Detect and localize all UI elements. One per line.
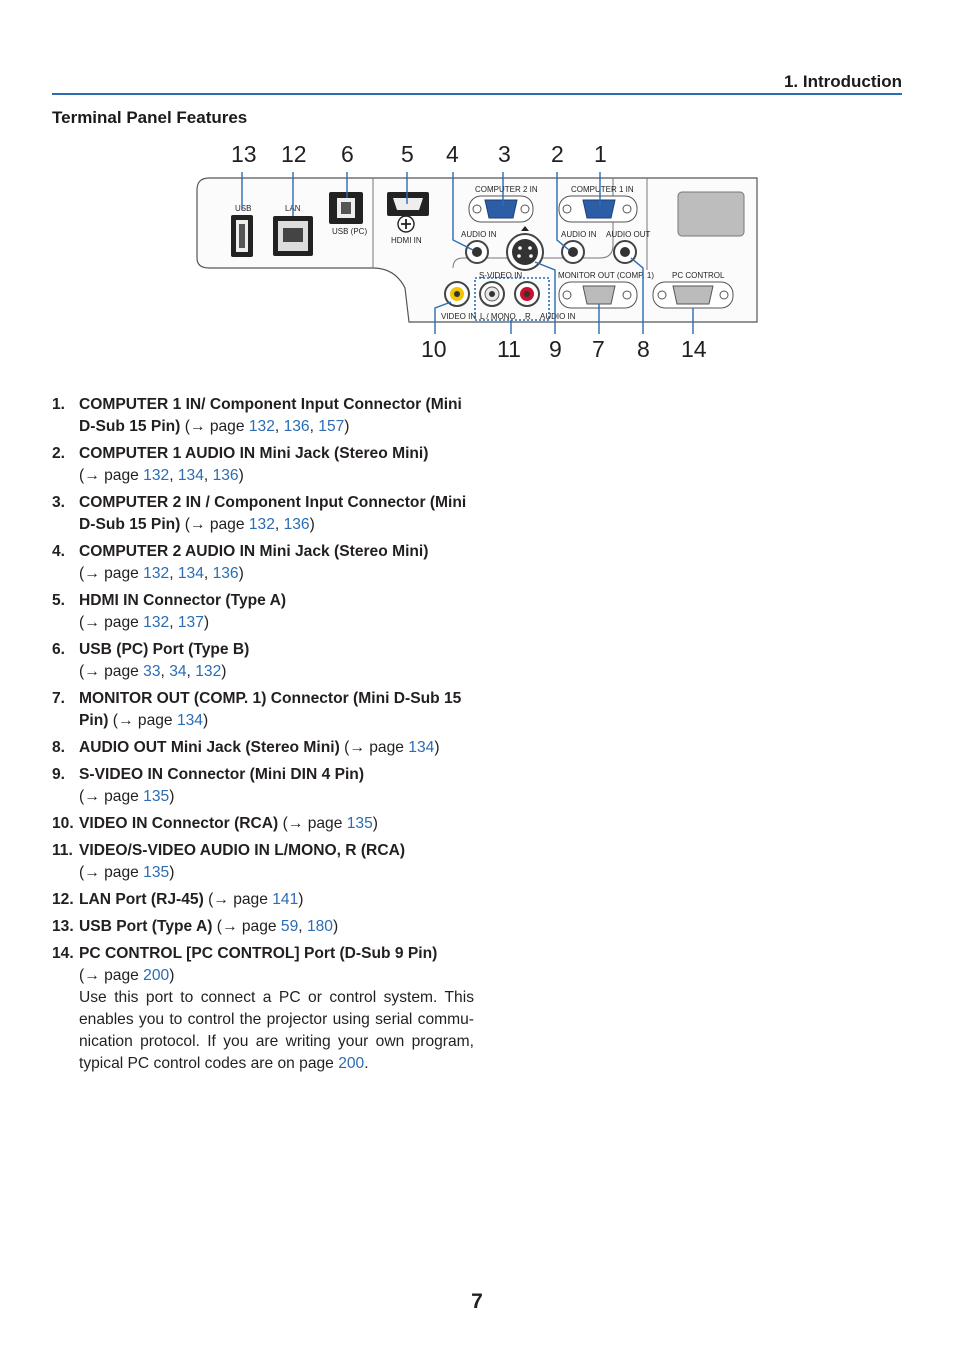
feature-item: 9. S-VIDEO IN Connector (Mini DIN 4 Pin) (→ page 135) bbox=[52, 766, 365, 805]
page-header bbox=[52, 72, 902, 95]
label-audio-in-rca: AUDIO IN bbox=[540, 312, 576, 321]
feature-item: 13. USB Port (Type A) (→ page 59, 180) bbox=[52, 916, 474, 938]
callout-1: 1 bbox=[594, 141, 607, 167]
feature-item: 7. MONITOR OUT (COMP. 1) Connector (Mini D-Sub 15 Pin) (→ page 134) bbox=[52, 690, 462, 729]
page-link[interactable]: 136 bbox=[283, 516, 310, 533]
terminal-panel-svg bbox=[195, 140, 760, 365]
feature-title: MONITOR OUT (COMP. 1) Connector (Mini D-Sub 15 Pin) bbox=[79, 690, 462, 729]
page-link[interactable]: 132 bbox=[248, 418, 275, 435]
feature-item: 5. HDMI IN Connector (Type A) (→ page 132, 137) bbox=[52, 592, 287, 631]
callout-7: 7 bbox=[592, 336, 605, 362]
callout-5: 5 bbox=[401, 141, 414, 167]
page-link[interactable]: 136 bbox=[283, 418, 310, 435]
feature-number: 10. bbox=[52, 815, 74, 832]
label-lan: LAN bbox=[285, 204, 301, 213]
feature-number: 2. bbox=[52, 445, 66, 462]
page-ref-prefix: (→ page bbox=[339, 739, 409, 756]
computer2-in-port bbox=[469, 196, 533, 222]
feature-title: USB (PC) Port (Type B) bbox=[79, 641, 250, 658]
feature-number: 3. bbox=[52, 494, 66, 511]
feature-title: HDMI IN Connector (Type A) bbox=[79, 592, 287, 609]
page-ref-prefix: (→ page bbox=[79, 565, 144, 582]
page-ref-prefix: (→ page bbox=[180, 516, 249, 533]
label-usb: USB bbox=[235, 204, 252, 213]
label-monitor-out: MONITOR OUT (COMP. 1) bbox=[558, 271, 655, 280]
page-link[interactable]: 135 bbox=[346, 815, 373, 832]
page-link[interactable]: 136 bbox=[212, 467, 239, 484]
computer1-in-port bbox=[559, 196, 637, 222]
page-link[interactable]: 59 bbox=[280, 918, 299, 935]
feature-number: 6. bbox=[52, 641, 66, 658]
feature-number: 14. bbox=[52, 945, 74, 962]
callout-14: 14 bbox=[681, 336, 707, 362]
page-link[interactable]: 134 bbox=[177, 467, 204, 484]
usb-b-port bbox=[329, 192, 363, 224]
callout-2: 2 bbox=[551, 141, 564, 167]
feature-number: 9. bbox=[52, 766, 66, 783]
page-ref-prefix: (→ page bbox=[278, 815, 347, 832]
feature-description bbox=[79, 987, 474, 1075]
callout-6: 6 bbox=[341, 141, 354, 167]
lan-port bbox=[273, 216, 313, 256]
callout-11: 11 bbox=[497, 336, 521, 362]
pc-control-port bbox=[653, 282, 733, 308]
page-ref-prefix: (→ page bbox=[212, 918, 281, 935]
label-s-video-in: S-VIDEO IN bbox=[479, 271, 523, 280]
page-link[interactable]: 134 bbox=[177, 565, 204, 582]
page-link[interactable]: 132 bbox=[143, 565, 170, 582]
page-link[interactable]: 132 bbox=[143, 614, 170, 631]
page-link[interactable]: 132 bbox=[143, 467, 170, 484]
page-link[interactable]: 180 bbox=[306, 918, 333, 935]
label-hdmi-in: HDMI IN bbox=[391, 236, 422, 245]
section-title: Terminal Panel Features bbox=[52, 108, 248, 127]
feature-item: 3. COMPUTER 2 IN / Component Input Connector (Mini D-Sub 15 Pin) (→ page 132, 136) bbox=[52, 494, 467, 533]
label-audio-out: AUDIO OUT bbox=[606, 230, 651, 239]
page-number: 7 bbox=[471, 1290, 483, 1313]
feature-title: COMPUTER 1 AUDIO IN Mini Jack (Stereo Mini) bbox=[79, 445, 429, 462]
feature-title: COMPUTER 2 AUDIO IN Mini Jack (Stereo Mini) bbox=[79, 543, 429, 560]
feature-item: 11. VIDEO/S-VIDEO AUDIO IN L/MONO, R (RCA) (→ page 135) bbox=[52, 842, 406, 881]
page-ref-prefix: (→ page bbox=[79, 967, 144, 984]
page-link[interactable]: 34 bbox=[169, 663, 187, 680]
feature-number: 1. bbox=[52, 396, 66, 413]
label-audio-in-1: AUDIO IN bbox=[561, 230, 597, 239]
page-link[interactable]: 33 bbox=[143, 663, 161, 680]
page-ref-prefix: (→ page bbox=[79, 467, 144, 484]
callout-4: 4 bbox=[446, 141, 459, 167]
page-ref-prefix: (→ page bbox=[203, 891, 273, 908]
feature-number: 11. bbox=[52, 842, 73, 859]
page-link[interactable]: 134 bbox=[408, 739, 435, 756]
feature-item: 10. VIDEO IN Connector (RCA) (→ page 135) bbox=[52, 813, 474, 835]
feature-description-text: Use this port to connect a PC or control system. This enables you to control the projector using serial commu-nication protocol. If you are writing your own program, typical PC control codes are on page bbox=[79, 989, 474, 1072]
page-link[interactable]: 134 bbox=[176, 712, 203, 729]
callout-12: 12 bbox=[281, 141, 307, 167]
page-ref-prefix: (→ page bbox=[79, 864, 144, 881]
audio-in-1-jack bbox=[562, 241, 584, 263]
audio-l-rca bbox=[480, 282, 504, 306]
feature-title: COMPUTER 1 IN/ Component Input Connector (Mini D-Sub 15 Pin) bbox=[79, 396, 462, 435]
page-link[interactable]: 157 bbox=[318, 418, 345, 435]
audio-in-2-jack bbox=[466, 241, 488, 263]
label-pc-control: PC CONTROL bbox=[672, 271, 725, 280]
feature-number: 5. bbox=[52, 592, 66, 609]
label-r: R bbox=[525, 312, 531, 321]
feature-number: 7. bbox=[52, 690, 66, 707]
page-link[interactable]: 200 bbox=[143, 967, 170, 984]
feature-title: VIDEO IN Connector (RCA) bbox=[79, 815, 279, 832]
feature-item: 12. LAN Port (RJ-45) (→ page 141) bbox=[52, 889, 474, 911]
feature-number: 4. bbox=[52, 543, 66, 560]
page-ref-prefix: (→ page bbox=[180, 418, 249, 435]
feature-number: 12. bbox=[52, 891, 74, 908]
label-l-mono: L / MONO bbox=[480, 312, 516, 321]
label-computer1-in: COMPUTER 1 IN bbox=[571, 185, 634, 194]
callout-9: 9 bbox=[549, 336, 562, 362]
callout-10: 10 bbox=[421, 336, 447, 362]
page-link[interactable]: 137 bbox=[177, 614, 204, 631]
label-audio-in-2: AUDIO IN bbox=[461, 230, 497, 239]
feature-title: S-VIDEO IN Connector (Mini DIN 4 Pin) bbox=[79, 766, 365, 783]
page-ref-prefix: (→ page bbox=[79, 788, 144, 805]
page-link[interactable]: 141 bbox=[272, 891, 299, 908]
feature-title: USB Port (Type A) bbox=[79, 918, 213, 935]
feature-number: 8. bbox=[52, 739, 66, 756]
page-ref-prefix: (→ page bbox=[79, 614, 144, 631]
feature-item: 1. COMPUTER 1 IN/ Component Input Connector (Mini D-Sub 15 Pin) (→ page 132, 136, 157) bbox=[52, 396, 462, 435]
label-video-in: VIDEO IN bbox=[441, 312, 477, 321]
usb-a-port bbox=[231, 215, 253, 257]
feature-title: LAN Port (RJ-45) bbox=[79, 891, 204, 908]
feature-item: 4. COMPUTER 2 AUDIO IN Mini Jack (Stereo Mini) (→ page 132, 134, 136) bbox=[52, 543, 429, 582]
label-computer2-in: COMPUTER 2 IN bbox=[475, 185, 538, 194]
feature-description-end: . bbox=[364, 1055, 369, 1072]
feature-title: COMPUTER 2 IN / Component Input Connector (Mini D-Sub 15 Pin) bbox=[79, 494, 467, 533]
page-ref-prefix: (→ page bbox=[108, 712, 177, 729]
page-link[interactable]: 135 bbox=[143, 788, 170, 805]
page-link[interactable]: 132 bbox=[248, 516, 275, 533]
callout-13: 13 bbox=[231, 141, 257, 167]
feature-item: 8. AUDIO OUT Mini Jack (Stereo Mini) (→ page 134) bbox=[52, 737, 474, 759]
audio-r-rca bbox=[515, 282, 539, 306]
feature-item: 14. PC CONTROL [PC CONTROL] Port (D-Sub 9 Pin) (→ page 200) Use this port to connect a PC or control system. This enables you to control the projector using serial commu-nication protocol. If you are writing your own program, typical PC control codes are on page 200. bbox=[52, 943, 474, 1075]
panel-blank-plate bbox=[678, 192, 744, 236]
label-usb-pc: USB (PC) bbox=[332, 227, 368, 236]
page-ref-prefix: (→ page bbox=[79, 663, 144, 680]
feature-item: 6. USB (PC) Port (Type B) (→ page 33, 34, 132) bbox=[52, 641, 250, 680]
monitor-out-port bbox=[559, 282, 637, 308]
terminal-panel-diagram bbox=[195, 140, 760, 365]
chapter-title: 1. Introduction bbox=[783, 72, 902, 91]
feature-title: PC CONTROL [PC CONTROL] Port (D-Sub 9 Pin) bbox=[79, 945, 438, 962]
feature-title: VIDEO/S-VIDEO AUDIO IN L/MONO, R (RCA) bbox=[79, 842, 406, 859]
feature-title: AUDIO OUT Mini Jack (Stereo Mini) bbox=[79, 739, 340, 756]
callout-8: 8 bbox=[637, 336, 650, 362]
page-link[interactable]: 200 bbox=[338, 1055, 365, 1072]
callout-3: 3 bbox=[498, 141, 511, 167]
page-link[interactable]: 132 bbox=[195, 663, 222, 680]
page-link[interactable]: 136 bbox=[212, 565, 239, 582]
feature-number: 13. bbox=[52, 918, 74, 935]
page-link[interactable]: 135 bbox=[143, 864, 170, 881]
feature-item: 2. COMPUTER 1 AUDIO IN Mini Jack (Stereo Mini) (→ page 132, 134, 136) bbox=[52, 445, 429, 484]
terminal-feature-list bbox=[52, 394, 474, 1080]
